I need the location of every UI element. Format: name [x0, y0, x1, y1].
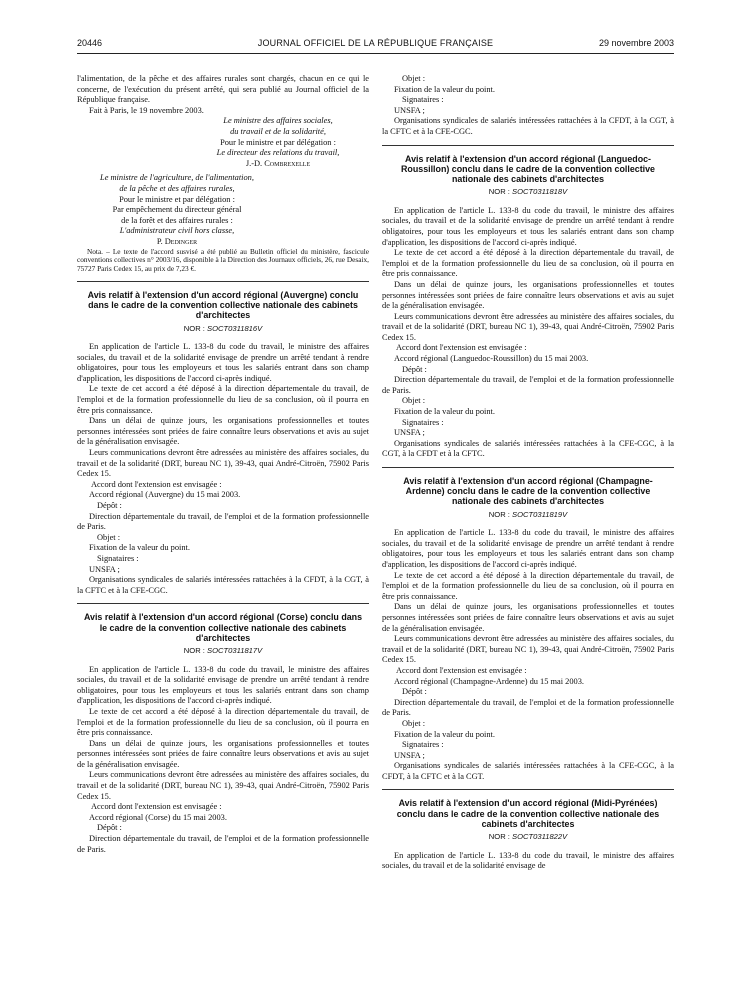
field-value: Organisations syndicales de salariés intéressées rattachées à la CFE-CGC, à la CGT, à la CFDT et à la CFTC. — [382, 438, 674, 459]
field-value: Accord régional (Auvergne) du 15 mai 2003. — [89, 490, 241, 500]
body-paragraph: Leurs communications devront être adressées au ministère des affaires sociales, du travail et de la solidarité (DRT, bureau NC 1), 39-43, quai André-Citroën, 75902 Paris Cedex 15. — [77, 448, 369, 479]
field-value: Organisations syndicales de salariés intéressées rattachées à la CFDT, à la CGT, à la CFTC et à la CFE-CGC. — [77, 575, 369, 595]
avis-title: Avis relatif à l'extension d'un accord régional (Midi-Pyrénées) conclu dans le cadre de la convention collective nationale des cabinets d'architectes — [396, 798, 660, 829]
field-value: Fixation de la valeur du point. — [89, 543, 190, 553]
field-value: Fixation de la valeur du point. — [394, 729, 495, 739]
page-number: 20446 — [77, 38, 103, 48]
body-paragraph: Leurs communications devront être adressées au ministère des affaires sociales, du travail et de la solidarité (DRT, bureau NC 1), 39-43, quai André-Citroën, 75902 Paris Cedex 15. — [382, 311, 674, 342]
field-value: Organisations syndicales de salariés intéressées rattachées à la CFE-CGC, à la CFDT, à la CFTC et à la CGT. — [382, 761, 674, 781]
nor-reference — [382, 832, 674, 843]
field-label: Dépôt : — [97, 823, 122, 833]
body-paragraph: Leurs communications devront être adressées au ministère des affaires sociales, du travail et de la solidarité (DRT, bureau NC 1), 39-43, quai André-Citroën, 75902 Paris Cedex 15. — [382, 634, 674, 665]
section-divider — [77, 281, 369, 282]
nor-reference — [382, 510, 674, 521]
signatory-title: de la pêche et des affaires rurales, — [119, 183, 235, 193]
nor-label: NOR : — [488, 187, 510, 197]
right-column — [382, 74, 674, 872]
place-date: Fait à Paris, le 19 novembre 2003. — [89, 105, 204, 115]
field-value: UNSFA ; — [394, 428, 425, 438]
section-divider — [382, 467, 674, 468]
field-value: Accord régional (Champagne-Ardenne) du 15 mai 2003. — [394, 676, 585, 686]
nor-reference — [77, 324, 369, 335]
field-value: Organisations syndicales de salariés intéressées rattachées à la CFDT, à la CGT, à la CFTC et à la CFE-CGC. — [382, 116, 674, 136]
nor-code: SOCT0311818V — [512, 187, 568, 197]
field-value: UNSFA ; — [394, 750, 425, 760]
section-divider — [77, 603, 369, 604]
body-paragraph: Dans un délai de quinze jours, les organisations professionnelles et toutes personnes intéressées sont priées de faire connaître leurs observations et avis au sujet de la généralisation envisagée. — [382, 602, 674, 633]
section-divider — [382, 145, 674, 146]
field-value: UNSFA ; — [394, 105, 425, 115]
body-paragraph: En application de l'article L. 133-8 du code du travail, le ministre des affaires sociales, du travail et de la solidarité envisage de prendre un arrêté tendant à rendre obligatoires, pour tous les employeurs et tous les salariés entrant dans son champ d'application, les dispositions de l'accord ci-après indiqué. — [77, 342, 369, 383]
field-value: Fixation de la valeur du point. — [394, 84, 495, 94]
delegation-line: de la forêt et des affaires rurales : — [121, 215, 233, 225]
field-value: Direction départementale du travail, de l'emploi et de la formation professionnelle de Paris. — [382, 375, 674, 395]
field-label: Dépôt : — [402, 687, 427, 697]
nor-label: NOR : — [488, 832, 510, 842]
nor-code: SOCT0311822V — [512, 832, 568, 842]
field-label: Signataires : — [97, 553, 139, 563]
avis-title: Avis relatif à l'extension d'un accord régional (Corse) conclu dans le cadre de la convention collective nationale des cabinets d'architectes — [83, 612, 363, 643]
field-value: UNSFA ; — [89, 564, 120, 574]
nor-code: SOCT0311817V — [207, 645, 263, 655]
field-label: Dépôt : — [402, 364, 427, 374]
body-paragraph: Le texte de cet accord a été déposé à la direction départementale du travail, de l'emploi et de la formation professionnelle du lieu de sa conclusion, où il pourra en être pris connaissance. — [382, 570, 674, 601]
body-paragraph: Dans un délai de quinze jours, les organisations professionnelles et toutes personnes intéressées sont priées de faire connaître leurs observations et avis au sujet de la généralisation envisagée. — [77, 738, 369, 769]
body-paragraph: En application de l'article L. 133-8 du code du travail, le ministre des affaires sociales, du travail et de la solidarité envisage de prendre un arrêté tendant à rendre obligatoires, pour tous les employeurs et tous les salariés entrant dans son champ d'application, les dispositions de l'accord ci-après indiqué. — [382, 205, 674, 247]
page-header — [77, 38, 674, 52]
avis-auvergne — [77, 290, 369, 596]
body-paragraph: En application de l'article L. 133-8 du code du travail, le ministre des affaires sociales, du travail et de la solidarité envisage de prendre un arrêté tendant à rendre obligatoires, pour tous les employeurs et tous les salariés entrant dans son champ d'application, les dispositions de l'accord ci-après indiqué. — [382, 528, 674, 569]
avis-title: Avis relatif à l'extension d'un accord régional (Languedoc-Roussillon) conclu dans le cadre de la convention collective nationale des cabinets d'architectes — [401, 153, 655, 184]
field-value: Direction départementale du travail, de l'emploi et de la formation professionnelle de Paris. — [77, 834, 369, 854]
field-label: Accord dont l'extension est envisagée : — [396, 343, 527, 353]
signatory-name: J.-D. Combrexelle — [245, 158, 311, 168]
field-label: Objet : — [402, 74, 426, 83]
issue-date: 29 novembre 2003 — [598, 38, 674, 48]
signature-block-agriculture — [77, 173, 277, 247]
field-label: Objet : — [402, 718, 426, 728]
section-divider — [382, 789, 674, 790]
delegation-line: Par empêchement du directeur général — [112, 205, 242, 215]
signatory-title: Le ministre de l'agriculture, de l'alimentation, — [100, 173, 254, 183]
body-paragraph: Le texte de cet accord a été déposé à la direction départementale du travail, de l'emploi et de la formation professionnelle du lieu de sa conclusion, où il pourra en être pris connaissance. — [77, 706, 369, 738]
field-label: Signataires : — [402, 95, 444, 105]
nor-code: SOCT0311816V — [207, 323, 263, 333]
nor-reference — [382, 187, 674, 198]
avis-title: Avis relatif à l'extension d'un accord régional (Auvergne) conclu dans le cadre de la convention collective nationale des cabinets d'architectes — [87, 289, 359, 321]
signatory-name: P. Dedinger — [156, 236, 198, 246]
delegation-line: Pour le ministre et par délégation : — [220, 137, 336, 147]
delegation-line: Pour le ministre et par délégation : — [119, 194, 235, 204]
nor-label: NOR : — [183, 323, 205, 333]
field-label: Objet : — [402, 396, 426, 406]
field-label: Accord dont l'extension est envisagée : — [396, 665, 527, 675]
nor-label: NOR : — [183, 645, 205, 655]
field-label: Signataires : — [402, 740, 444, 750]
field-label: Dépôt : — [97, 501, 122, 510]
field-label: Accord dont l'extension est envisagée : — [91, 802, 222, 812]
field-label: Accord dont l'extension est envisagée : — [91, 479, 222, 489]
signatory-title: Le directeur des relations du travail, — [216, 148, 340, 158]
body-paragraph: En application de l'article L. 133-8 du code du travail, le ministre des affaires sociales, du travail et de la solidarité envisage de — [382, 850, 674, 871]
body-paragraph: Dans un délai de quinze jours, les organisations professionnelles et toutes personnes intéressées sont priées de faire connaître leurs observations et avis au sujet de la généralisation envisagée. — [77, 416, 369, 447]
nota-note: Nota. – Le texte de l'accord susvisé a été publié au Bulletin officiel du ministère, fascicule conventions collectives n° 2003/16, disponible à la Direction des Journaux officiels, 26, rue Desaix, 75727 Paris Cedex 15, au prix de 7,23 €. — [77, 246, 369, 274]
field-value: Direction départementale du travail, de l'emploi et de la formation professionnelle de Paris. — [77, 511, 369, 532]
signatory-title: L'administrateur civil hors classe, — [119, 226, 235, 236]
avis-corse — [77, 612, 369, 855]
header-rule — [77, 53, 674, 54]
body-paragraph: En application de l'article L. 133-8 du code du travail, le ministre des affaires sociales, du travail et de la solidarité envisage de prendre un arrêté tendant à rendre obligatoires, pour tous les employeurs et tous les salariés entrant dans son champ d'application, les dispositions de l'accord ci-après indiqué. — [77, 664, 369, 706]
body-paragraph: Le texte de cet accord a été déposé à la direction départementale du travail, de l'emploi et de la formation professionnelle du lieu de sa conclusion, où il pourra en être pris connaissance. — [77, 384, 369, 415]
field-label: Objet : — [97, 532, 121, 542]
nor-reference — [77, 646, 369, 657]
left-column — [77, 74, 369, 855]
avis-champagne-ardenne — [382, 476, 674, 782]
signature-block-social — [77, 116, 369, 169]
body-paragraph: Le texte de cet accord a été déposé à la direction départementale du travail, de l'emploi et de la formation professionnelle du lieu de sa conclusion, où il pourra en être pris connaissance. — [382, 248, 674, 279]
field-value: Direction départementale du travail, de l'emploi et de la formation professionnelle de Paris. — [382, 697, 674, 718]
field-value: Accord régional (Corse) du 15 mai 2003. — [89, 812, 227, 822]
avis-midi-pyrenees — [382, 798, 674, 871]
body-paragraph: Dans un délai de quinze jours, les organisations professionnelles et toutes personnes intéressées sont priées de faire connaître leurs observations et avis au sujet de la généralisation envisagée. — [382, 279, 674, 311]
nor-code: SOCT0311819V — [512, 509, 568, 519]
closing-paragraph: l'alimentation, de la pêche et des affaires rurales sont chargés, chacun en ce qui le concerne, de l'exécution du présent arrêté, qui sera publié au Journal officiel de la République française. — [77, 74, 369, 105]
avis-corse-continued — [382, 74, 674, 138]
avis-title: Avis relatif à l'extension d'un accord régional (Champagne-Ardenne) conclu dans le cadre de la convention collective nationale des cabinets d'architectes — [403, 476, 653, 507]
body-paragraph: Leurs communications devront être adressées au ministère des affaires sociales, du travail et de la solidarité (DRT, bureau NC 1), 39-43, quai André-Citroën, 75902 Paris Cedex 15. — [77, 770, 369, 801]
nor-label: NOR : — [488, 509, 510, 519]
signatory-title: Le ministre des affaires sociales, — [223, 116, 333, 126]
field-value: Accord régional (Languedoc-Roussillon) du 15 mai 2003. — [394, 354, 589, 364]
journal-title: JOURNAL OFFICIEL DE LA RÉPUBLIQUE FRANÇAISE — [257, 38, 494, 48]
field-label: Signataires : — [402, 417, 444, 427]
signatory-title: du travail et de la solidarité, — [230, 126, 326, 136]
field-value: Fixation de la valeur du point. — [394, 407, 495, 417]
avis-languedoc-roussillon — [382, 154, 674, 460]
